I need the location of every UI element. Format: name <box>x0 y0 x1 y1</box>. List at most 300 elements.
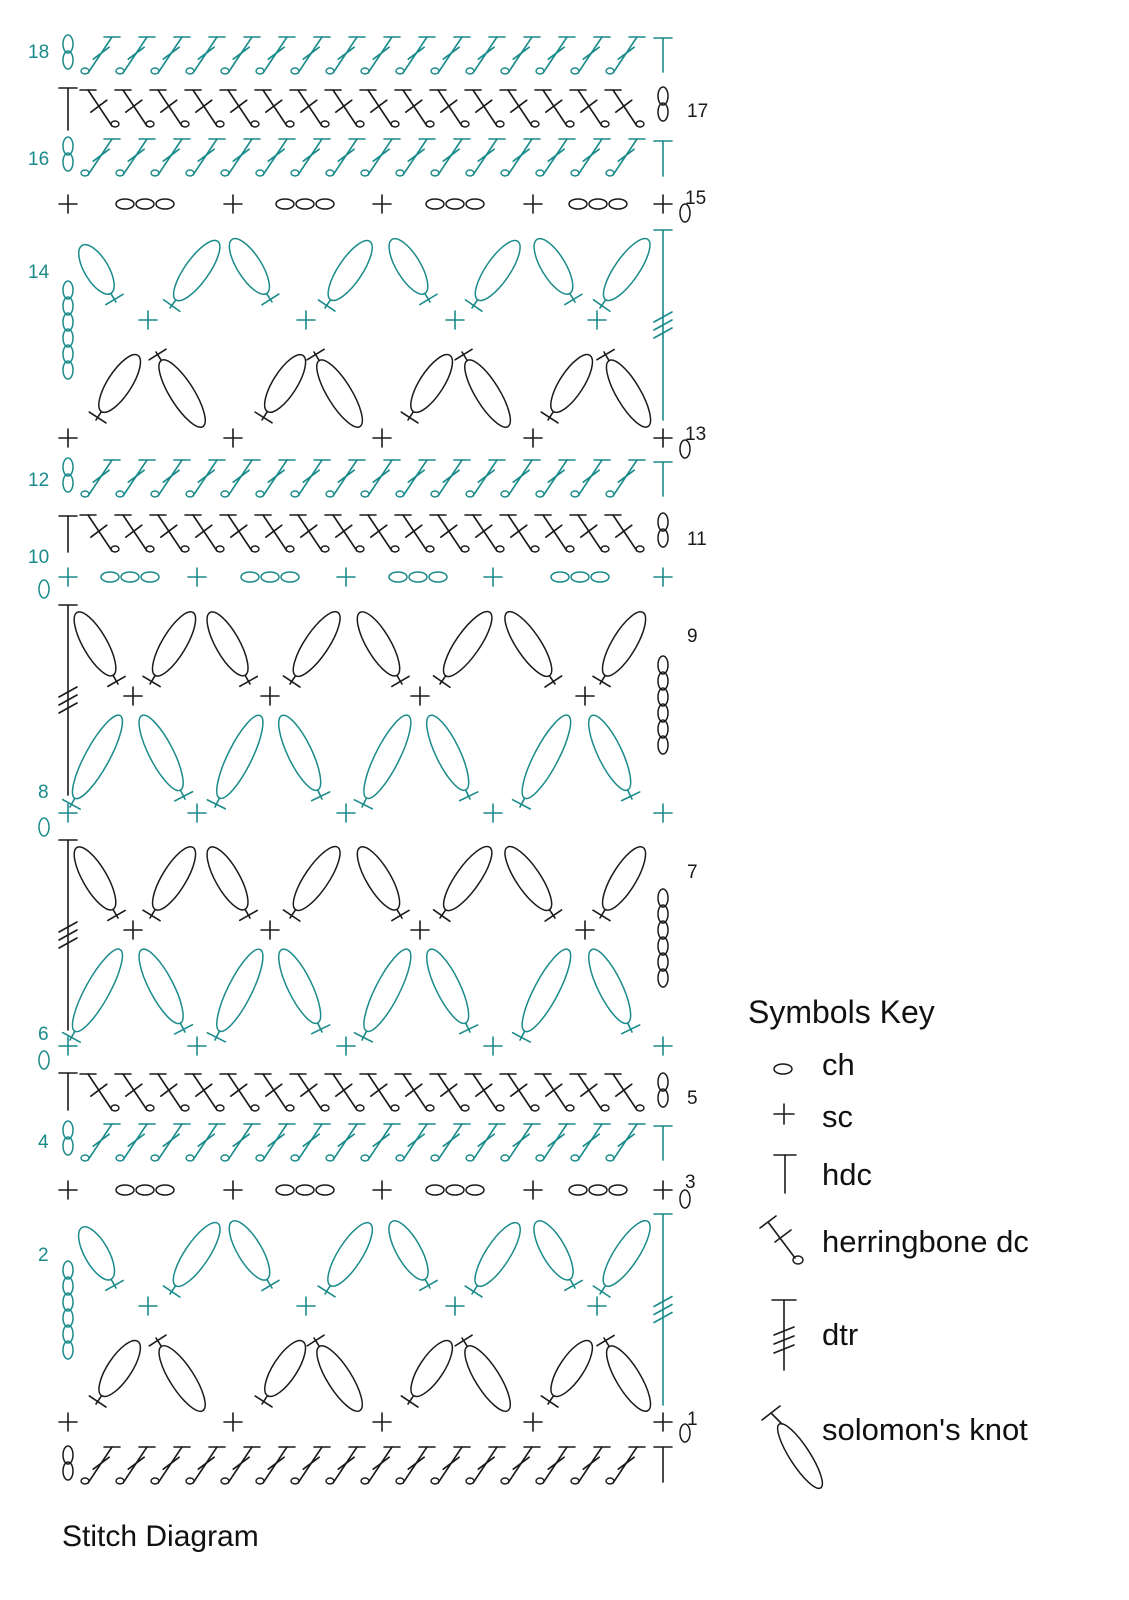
solomons-knot <box>89 349 148 423</box>
sc-stitch <box>59 568 77 586</box>
solomons-knot <box>593 841 653 920</box>
row-number-4: 4 <box>38 1132 49 1153</box>
hdc-stitch <box>59 516 77 552</box>
herringbone-dc-stitch <box>361 1124 400 1161</box>
symbols-key-title: Symbols Key <box>748 994 935 1030</box>
hdc-stitch <box>654 462 672 496</box>
herringbone-dc-stitch <box>256 1124 295 1161</box>
herringbone-dc-stitch <box>431 1124 470 1161</box>
sc-stitch <box>224 195 242 213</box>
herringbone-dc-stitch <box>395 1074 434 1111</box>
row-number-2: 2 <box>38 1245 49 1266</box>
sc-stitch <box>337 1037 355 1055</box>
herringbone-dc-stitch <box>256 139 295 176</box>
herringbone-dc-stitch <box>571 37 610 74</box>
solomons-knot <box>255 1335 313 1407</box>
herringbone-dc-stitch <box>606 37 645 74</box>
solomons-knot <box>593 232 657 311</box>
herringbone-dc-stitch <box>150 90 189 127</box>
solomons-knot <box>350 606 409 686</box>
solomons-knot <box>271 710 330 800</box>
chain-stitch <box>156 199 174 209</box>
herringbone-dc-stitch <box>396 37 435 74</box>
long-loop-icon <box>762 1406 829 1493</box>
row-number-8: 8 <box>38 782 49 803</box>
solomons-knot <box>401 349 460 423</box>
herringbone-dc-stitch <box>150 1074 189 1111</box>
solomons-knot <box>307 1335 370 1417</box>
herringbone-dc-stitch <box>150 515 189 552</box>
herringbone-dc-stitch <box>466 139 505 176</box>
solomons-knot <box>307 349 370 433</box>
chain-stitch <box>156 1185 174 1195</box>
solomons-knot <box>271 944 330 1033</box>
herringbone-dc-stitch <box>221 139 260 176</box>
herringbone-dc-stitch <box>501 1447 540 1484</box>
sc-stitch <box>261 687 279 705</box>
herringbone-dc-stitch <box>396 1447 435 1484</box>
chain-stitch <box>316 1185 334 1195</box>
sc-stitch <box>188 804 206 822</box>
herringbone-dc-stitch <box>536 460 575 497</box>
chain-stitch <box>429 572 447 582</box>
chain-stitch <box>389 572 407 582</box>
solomons-knot <box>593 606 653 686</box>
sc-stitch <box>124 921 142 939</box>
solomons-knot <box>354 710 418 809</box>
herringbone-dc-stitch <box>326 37 365 74</box>
chain-stitch <box>276 199 294 209</box>
sc-stitch <box>373 195 391 213</box>
sc-stitch <box>59 1181 77 1199</box>
solomons-knot <box>597 350 658 433</box>
herringbone-dc-stitch <box>501 37 540 74</box>
key-label-hdc: hdc <box>822 1157 872 1192</box>
sc-stitch <box>524 429 542 447</box>
sc-stitch <box>654 429 672 447</box>
sc-stitch <box>297 311 315 329</box>
solomons-knot <box>143 606 203 686</box>
herringbone-dc-stitch <box>186 460 225 497</box>
herringbone-dc-stitch <box>395 515 434 552</box>
solomons-knot <box>497 841 561 922</box>
sc-stitch <box>224 1181 242 1199</box>
solomons-knot <box>433 605 499 687</box>
solomons-knot <box>63 710 131 809</box>
hdc-stitch <box>59 1073 77 1110</box>
row-number-6: 6 <box>38 1024 49 1045</box>
sc-stitch <box>524 1413 542 1431</box>
sc-stitch <box>373 429 391 447</box>
row-number-5: 5 <box>687 1088 698 1109</box>
dtr-stitch <box>59 605 77 795</box>
herringbone-dc-stitch <box>325 515 364 552</box>
diagram-caption: Stitch Diagram <box>62 1520 259 1553</box>
solomons-knot <box>163 1217 227 1298</box>
solomons-knot <box>131 710 192 801</box>
solomons-knot <box>149 1335 213 1417</box>
chain-stitch <box>426 1185 444 1195</box>
chain-stitch <box>446 1185 464 1195</box>
t-post-icon <box>774 1155 796 1193</box>
herringbone-dc-stitch <box>606 139 645 176</box>
sc-stitch <box>654 804 672 822</box>
solomons-knot <box>89 1335 147 1407</box>
herringbone-dc-stitch <box>571 1447 610 1484</box>
dtr-stitch <box>654 1214 672 1405</box>
herringbone-dc-stitch <box>151 139 190 176</box>
solomons-knot <box>350 841 409 920</box>
herringbone-dc-stitch <box>255 1074 294 1111</box>
solomons-knot <box>541 349 600 423</box>
herringbone-dc-stitch <box>536 1447 575 1484</box>
sc-stitch <box>139 311 157 329</box>
herringbone-dc-stitch <box>151 1124 190 1161</box>
key-label-ch: ch <box>822 1047 855 1082</box>
hdc-stitch <box>654 1447 672 1482</box>
solomons-knot <box>283 606 347 687</box>
chain-stitch <box>316 199 334 209</box>
herringbone-dc-stitch <box>115 515 154 552</box>
herringbone-dc-stitch <box>221 1124 260 1161</box>
row-number-3: 3 <box>685 1172 696 1193</box>
herringbone-dc-stitch <box>186 37 225 74</box>
herringbone-dc-stitch <box>220 515 259 552</box>
solomons-knot <box>72 239 123 304</box>
sc-stitch <box>446 1297 464 1315</box>
herringbone-dc-stitch <box>571 1124 610 1161</box>
sc-stitch <box>411 921 429 939</box>
sc-stitch <box>337 568 355 586</box>
sc-stitch <box>576 687 594 705</box>
herringbone-dc-stitch <box>326 1447 365 1484</box>
herringbone-dc-stitch <box>115 90 154 127</box>
row-number-16: 16 <box>28 149 50 170</box>
solomons-knot <box>354 944 418 1042</box>
herringbone-dc-stitch <box>185 515 224 552</box>
herringbone-dc-stitch <box>535 1074 574 1111</box>
hdc-stitch <box>654 38 672 72</box>
chain-stitch <box>116 199 134 209</box>
sc-stitch <box>188 568 206 586</box>
herringbone-dc-stitch <box>185 1074 224 1111</box>
solomons-knot <box>465 235 527 312</box>
herringbone-dc-icon <box>760 1216 803 1264</box>
herringbone-dc-stitch <box>291 37 330 74</box>
herringbone-dc-stitch <box>186 139 225 176</box>
chain-stitch <box>136 199 154 209</box>
sc-stitch <box>484 1037 502 1055</box>
herringbone-dc-stitch <box>290 90 329 127</box>
herringbone-dc-stitch <box>325 90 364 127</box>
solomons-knot <box>419 944 478 1033</box>
herringbone-dc-stitch <box>151 460 190 497</box>
sc-stitch <box>588 1297 606 1315</box>
chain-stitch <box>426 199 444 209</box>
solomons-knot <box>207 710 271 808</box>
solomons-knot <box>597 1335 658 1416</box>
sc-stitch <box>484 568 502 586</box>
chain-stitch <box>296 199 314 209</box>
solomons-knot <box>199 607 257 687</box>
herringbone-dc-stitch <box>116 139 155 176</box>
herringbone-dc-stitch <box>361 37 400 74</box>
chain-stitch <box>121 572 139 582</box>
solomons-knot <box>527 1216 583 1291</box>
chain-stitch <box>609 199 627 209</box>
key-label-herringbone-dc: herringbone dc <box>822 1224 1029 1259</box>
solomons-knot <box>581 710 640 800</box>
row-number-1: 1 <box>687 1409 698 1430</box>
solomons-knot <box>255 349 313 423</box>
chain-stitch <box>569 1185 587 1195</box>
herringbone-dc-stitch <box>151 1447 190 1484</box>
herringbone-dc-stitch <box>290 1074 329 1111</box>
sc-stitch <box>654 1413 672 1431</box>
herringbone-dc-stitch <box>291 1447 330 1484</box>
row-number-14: 14 <box>28 262 50 283</box>
herringbone-dc-stitch <box>535 90 574 127</box>
chain-oval-icon <box>774 1064 792 1074</box>
herringbone-dc-stitch <box>221 460 260 497</box>
herringbone-dc-stitch <box>81 37 120 74</box>
sc-stitch <box>188 1037 206 1055</box>
solomons-knot <box>149 349 213 433</box>
herringbone-dc-stitch <box>326 460 365 497</box>
herringbone-dc-stitch <box>186 1124 225 1161</box>
herringbone-dc-stitch <box>606 1124 645 1161</box>
herringbone-dc-stitch <box>465 515 504 552</box>
herringbone-dc-stitch <box>326 139 365 176</box>
row-number-12: 12 <box>28 470 50 491</box>
herringbone-dc-stitch <box>606 460 645 497</box>
herringbone-dc-stitch <box>361 139 400 176</box>
herringbone-dc-stitch <box>396 1124 435 1161</box>
solomons-knot <box>382 1216 438 1291</box>
solomons-knot <box>513 944 579 1042</box>
chain-stitch <box>609 1185 627 1195</box>
herringbone-dc-stitch <box>606 1447 645 1484</box>
chain-stitch <box>466 1185 484 1195</box>
chain-stitch <box>571 572 589 582</box>
row-number-15: 15 <box>685 188 707 209</box>
herringbone-dc-stitch <box>500 515 539 552</box>
solomons-knot <box>455 1335 518 1417</box>
herringbone-dc-stitch <box>255 515 294 552</box>
herringbone-dc-stitch <box>431 1447 470 1484</box>
herringbone-dc-stitch <box>501 139 540 176</box>
symbols-key-icons <box>760 1064 829 1493</box>
row-number-17: 17 <box>687 101 709 122</box>
sc-stitch <box>337 804 355 822</box>
stitch-chart <box>39 35 690 1484</box>
chain-stitch <box>241 572 259 582</box>
hdc-stitch <box>59 88 77 130</box>
chain-stitch <box>446 199 464 209</box>
herringbone-dc-stitch <box>536 1124 575 1161</box>
sc-stitch <box>261 921 279 939</box>
chain-stitch <box>551 572 569 582</box>
herringbone-dc-stitch <box>465 1074 504 1111</box>
herringbone-dc-stitch <box>605 90 644 127</box>
herringbone-dc-stitch <box>466 1124 505 1161</box>
solomons-knot <box>131 944 192 1034</box>
solomons-knot <box>419 710 478 800</box>
chain-stitch <box>591 572 609 582</box>
herringbone-dc-stitch <box>570 1074 609 1111</box>
sc-stitch <box>297 1297 315 1315</box>
herringbone-dc-stitch <box>501 460 540 497</box>
herringbone-dc-stitch <box>536 37 575 74</box>
chain-stitch <box>39 1051 49 1069</box>
herringbone-dc-stitch <box>571 139 610 176</box>
sc-stitch <box>446 311 464 329</box>
chain-stitch <box>296 1185 314 1195</box>
herringbone-dc-stitch <box>605 515 644 552</box>
herringbone-dc-stitch <box>466 460 505 497</box>
herringbone-dc-stitch <box>115 1074 154 1111</box>
herringbone-dc-stitch <box>361 1447 400 1484</box>
herringbone-dc-stitch <box>466 37 505 74</box>
herringbone-dc-stitch <box>256 460 295 497</box>
herringbone-dc-stitch <box>80 515 119 552</box>
sc-stitch <box>59 195 77 213</box>
herringbone-dc-stitch <box>465 90 504 127</box>
herringbone-dc-stitch <box>360 90 399 127</box>
sc-stitch <box>524 195 542 213</box>
herringbone-dc-stitch <box>291 460 330 497</box>
solomons-knot <box>283 841 347 922</box>
herringbone-dc-stitch <box>500 1074 539 1111</box>
sc-stitch <box>576 921 594 939</box>
herringbone-dc-stitch <box>500 90 539 127</box>
sc-stitch <box>588 311 606 329</box>
herringbone-dc-stitch <box>221 1447 260 1484</box>
solomons-knot <box>67 607 126 687</box>
hdc-stitch <box>654 1126 672 1160</box>
solomons-knot <box>222 1215 279 1290</box>
solomons-knot <box>541 1335 599 1407</box>
herringbone-dc-stitch <box>430 1074 469 1111</box>
sc-stitch <box>484 804 502 822</box>
herringbone-dc-stitch <box>256 1447 295 1484</box>
herringbone-dc-stitch <box>536 139 575 176</box>
row-number-11: 11 <box>687 529 707 550</box>
chain-stitch <box>409 572 427 582</box>
herringbone-dc-stitch <box>360 515 399 552</box>
herringbone-dc-stitch <box>80 1074 119 1111</box>
herringbone-dc-stitch <box>186 1447 225 1484</box>
chain-stitch <box>39 818 49 836</box>
hdc-stitch <box>654 141 672 176</box>
chain-stitch <box>281 572 299 582</box>
herringbone-dc-stitch <box>431 139 470 176</box>
solomons-knot <box>200 842 258 921</box>
herringbone-dc-stitch <box>116 1124 155 1161</box>
solomons-knot <box>527 233 582 304</box>
solomons-knot <box>513 710 579 809</box>
herringbone-dc-stitch <box>291 1124 330 1161</box>
chain-stitch <box>116 1185 134 1195</box>
row-number-10: 10 <box>28 547 50 568</box>
herringbone-dc-stitch <box>325 1074 364 1111</box>
solomons-knot <box>581 944 640 1033</box>
chain-stitch <box>101 572 119 582</box>
herringbone-dc-stitch <box>605 1074 644 1111</box>
solomons-knot <box>143 841 203 920</box>
chain-stitch <box>466 199 484 209</box>
chain-stitch <box>569 199 587 209</box>
herringbone-dc-stitch <box>81 1447 120 1484</box>
herringbone-dc-stitch <box>151 37 190 74</box>
herringbone-dc-stitch <box>185 90 224 127</box>
chain-stitch <box>276 1185 294 1195</box>
sc-stitch <box>373 1413 391 1431</box>
chain-stitch <box>261 572 279 582</box>
herringbone-dc-stitch <box>431 460 470 497</box>
herringbone-dc-stitch <box>326 1124 365 1161</box>
sc-stitch <box>124 687 142 705</box>
sc-stitch <box>224 429 242 447</box>
herringbone-dc-stitch <box>116 460 155 497</box>
row-number-13: 13 <box>685 424 707 445</box>
sc-stitch <box>59 429 77 447</box>
solomons-knot <box>593 1215 658 1297</box>
herringbone-dc-stitch <box>220 1074 259 1111</box>
herringbone-dc-stitch <box>396 460 435 497</box>
solomons-knot <box>434 840 500 921</box>
sc-stitch <box>654 568 672 586</box>
sc-stitch <box>59 1413 77 1431</box>
sc-stitch <box>654 1037 672 1055</box>
dtr-stitch <box>59 840 77 1030</box>
chain-stitch <box>141 572 159 582</box>
herringbone-dc-stitch <box>81 460 120 497</box>
sc-stitch <box>411 687 429 705</box>
herringbone-dc-stitch <box>570 90 609 127</box>
herringbone-dc-stitch <box>291 139 330 176</box>
row-number-18: 18 <box>28 42 50 63</box>
herringbone-dc-stitch <box>256 37 295 74</box>
solomons-knot <box>67 841 126 920</box>
herringbone-dc-stitch <box>221 37 260 74</box>
chain-stitch <box>39 580 49 598</box>
solomons-knot <box>222 233 279 305</box>
herringbone-dc-stitch <box>570 515 609 552</box>
herringbone-dc-stitch <box>430 515 469 552</box>
sc-stitch <box>224 1413 242 1431</box>
herringbone-dc-stitch <box>571 460 610 497</box>
solomons-knot <box>72 1222 124 1291</box>
symbols-key <box>748 994 1029 1493</box>
chain-stitch <box>136 1185 154 1195</box>
solomons-knot <box>318 1217 380 1297</box>
herringbone-dc-stitch <box>220 90 259 127</box>
solomons-knot <box>455 349 518 433</box>
herringbone-dc-stitch <box>81 1124 120 1161</box>
row-numbers <box>28 42 708 1430</box>
sc-stitch <box>654 195 672 213</box>
herringbone-dc-stitch <box>360 1074 399 1111</box>
herringbone-dc-stitch <box>80 90 119 127</box>
triple-slash-post-icon <box>772 1300 796 1370</box>
solomons-knot <box>318 235 379 311</box>
sc-stitch <box>373 1181 391 1199</box>
herringbone-dc-stitch <box>466 1447 505 1484</box>
solomons-knot <box>207 944 271 1042</box>
plus-cross-icon <box>774 1104 794 1124</box>
solomons-knot <box>465 1217 528 1297</box>
